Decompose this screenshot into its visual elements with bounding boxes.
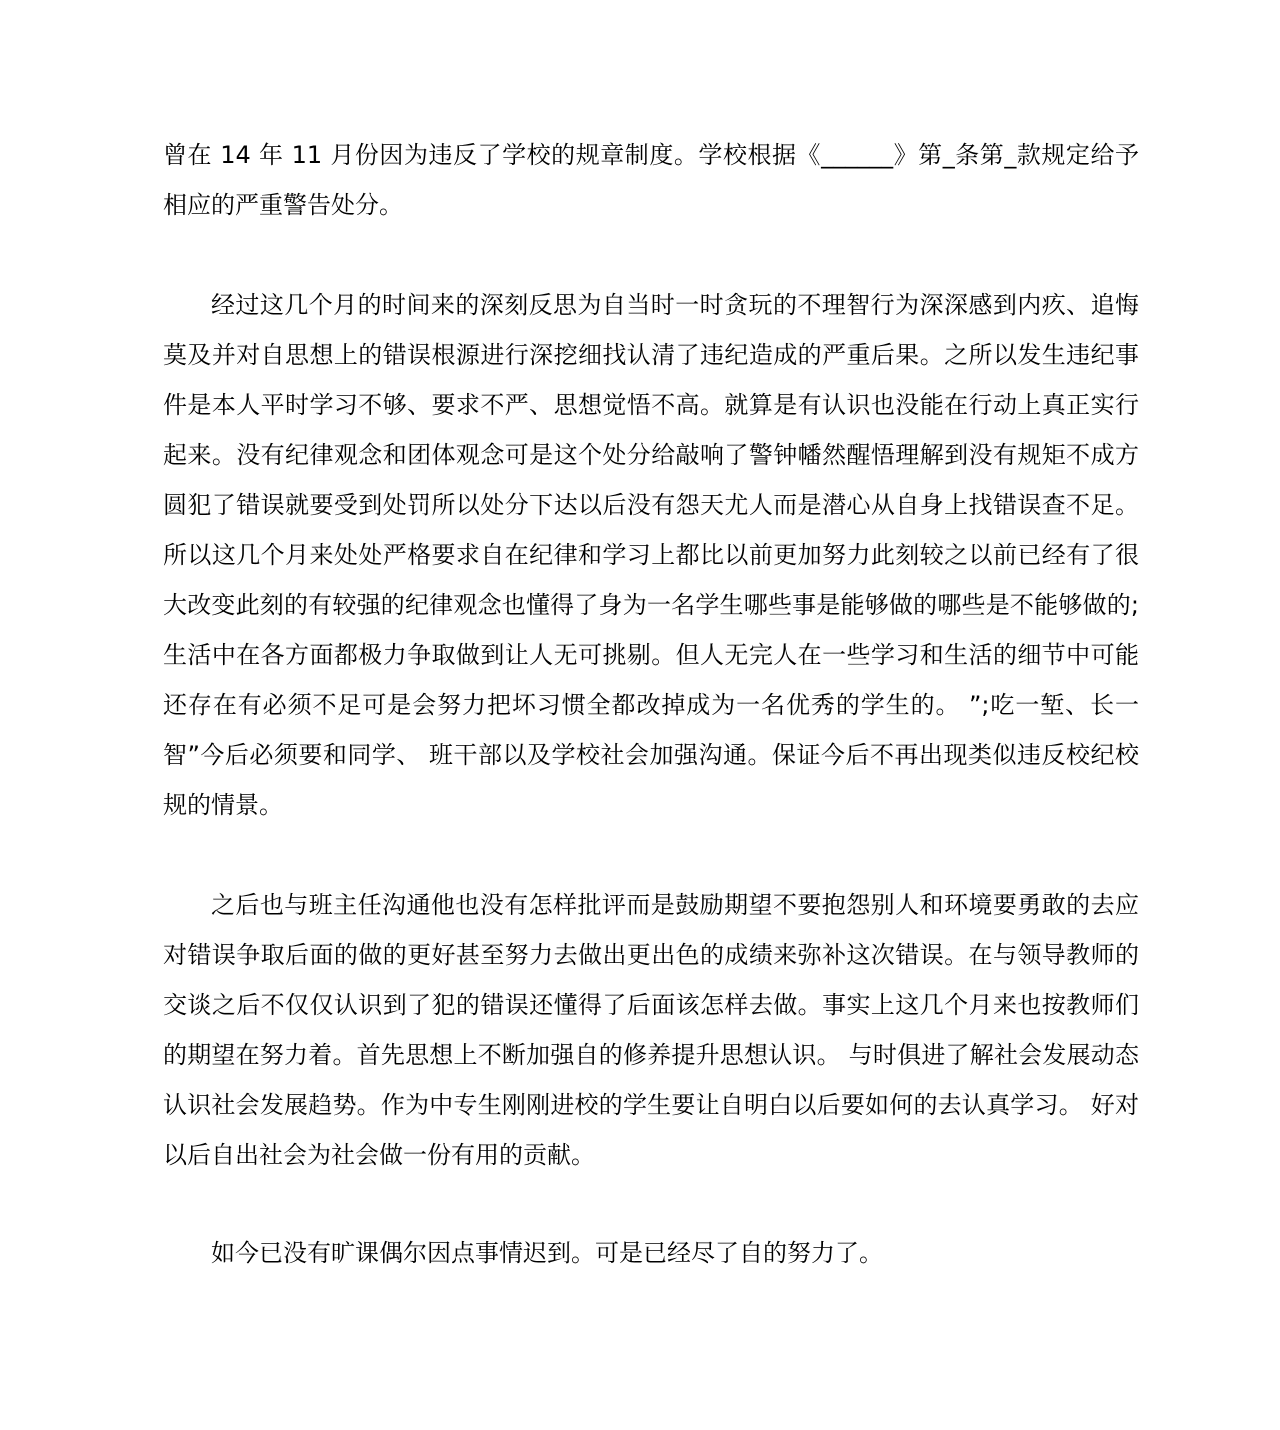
paragraph-reflection: 经过这几个月的时间来的深刻反思为自当时一时贪玩的不理智行为深深感到内疚、追悔莫及并对自思想上的错误根源进行深挖细找认清了违纪造成的严重后果。之所以发生违纪事件是本人平时学习不够、要求不严、思想觉悟不高。就算是有认识也没能在行动上真正实行起来。没有纪律观念和团体观念可是这个处分给敲响了警钟幡然醒悟理解到没有规矩不成方圆犯了错误就要受到处罚所以处分下达以后没有怨天尤人而是潜心从自身上找错误查不足。所以这几个月来处处严格要求自在纪律和学习上都比以前更加努力此刻较之以前已经有了很大改变此刻的有较强的纪律观念也懂得了身为一名学生哪些事是能够做的哪些是不能够做的;生活中在各方面都极力争取做到让人无可挑剔。但人无完人在一些学习和生活的细节中可能还存在有必须不足可是会努力把坏习惯全都改掉成为一名优秀的学生的。 ”;吃一堑、长一智”今后必须要和同学、 班干部以及学校社会加强沟通。保证今后不再出现类似违反校纪校规的情景。 [163, 291, 1139, 819]
paragraph-current-status: 如今已没有旷课偶尔因点事情迟到。可是已经尽了自的努力了。 [211, 1239, 883, 1267]
paragraph-teacher-talk: 之后也与班主任沟通他也没有怎样批评而是鼓励期望不要抱怨别人和环境要勇敢的去应对错误争取后面的做的更好甚至努力去做出更出色的成绩来弥补这次错误。在与领导教师的交谈之后不仅仅认识到了犯的错误还懂得了后面该怎样去做。事实上这几个月来也按教师们的期望在努力着。首先思想上不断加强自的修养提升思想认识。 与时俱进了解社会发展动态认识社会发展趋势。作为中专生刚刚进校的学生要让自明白以后要如何的去认真学习。 好对以后自出社会为社会做一份有用的贡献。 [163, 891, 1139, 1169]
document-body [163, 130, 1139, 1278]
paragraph-intro: 曾在 14 年 11 月份因为违反了学校的规章制度。学校根据《______》第_条第_款规定给予相应的严重警告处分。 [163, 141, 1139, 219]
